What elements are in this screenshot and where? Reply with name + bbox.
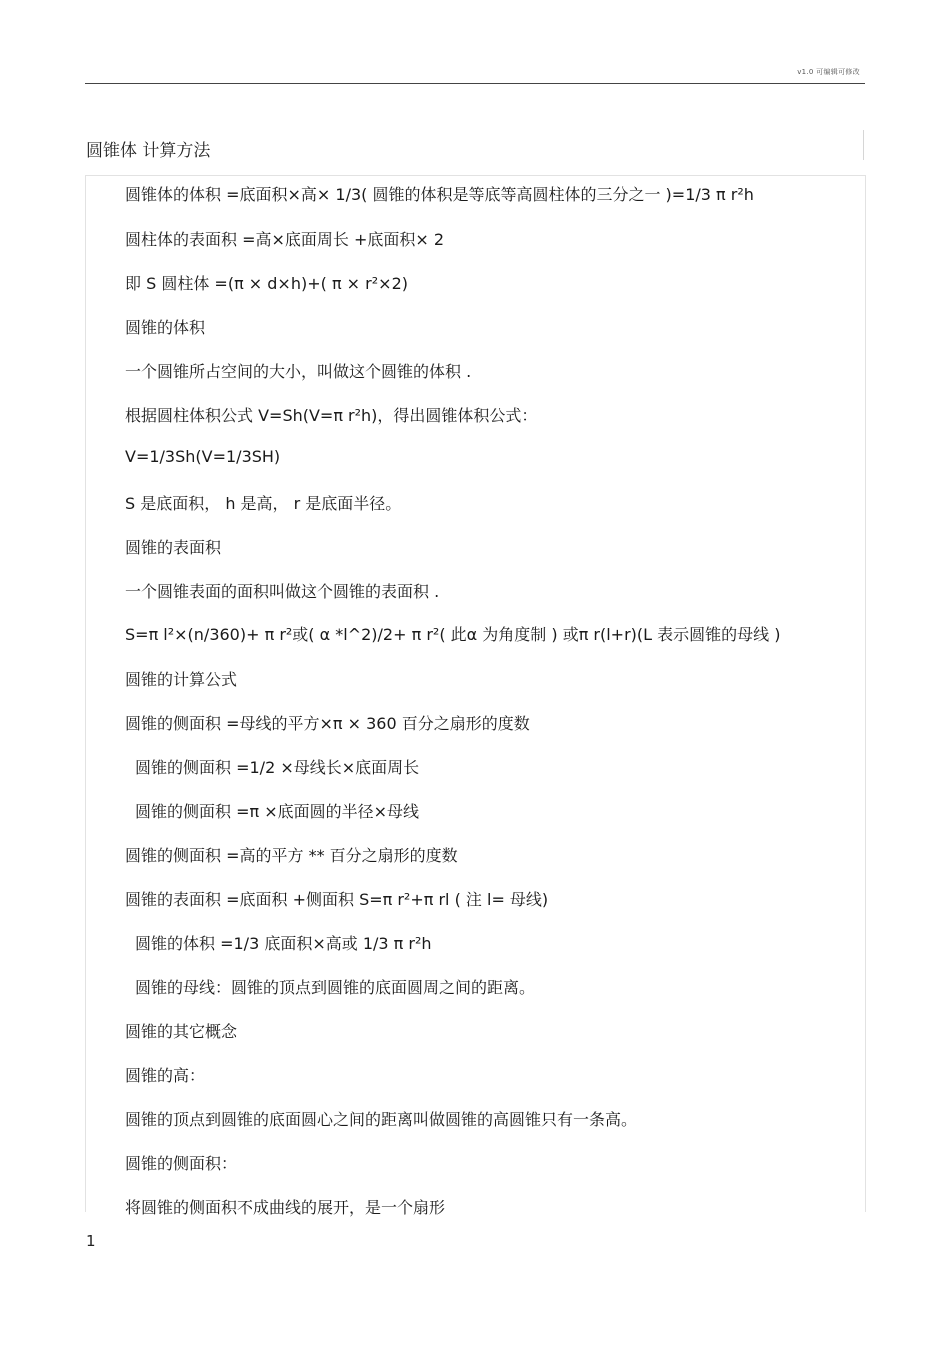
text-line: 一个圆锥所占空间的大小，叫做这个圆锥的体积 . xyxy=(125,362,472,381)
text-line: 圆柱体的表面积 =高×底面周长 +底面积× 2 xyxy=(125,230,445,249)
text-line: 即 S 圆柱体 =(π × d×h)+( π × r²×2) xyxy=(125,274,408,293)
text-line: 圆锥的顶点到圆锥的底面圆心之间的距离叫做圆锥的高圆锥只有一条高。 xyxy=(125,1110,638,1129)
text-line: S 是底面积， h 是高， r 是底面半径。 xyxy=(125,494,402,513)
header-version-tag: v1.0 可编辑可修改 xyxy=(797,68,860,76)
text-line: 圆锥的高： xyxy=(125,1066,206,1085)
text-line: V=1/3Sh(V=1/3SH) xyxy=(125,447,281,466)
text-line: 圆锥的母线：圆锥的顶点到圆锥的底面圆周之间的距离。 xyxy=(135,978,536,997)
text-line: 圆锥的其它概念 xyxy=(125,1022,238,1041)
text-line: 圆锥的侧面积 =1/2 ×母线长×底面周长 xyxy=(135,758,420,777)
text-line: 圆锥的体积 xyxy=(125,318,206,337)
text-line: 圆锥的表面积 =底面积 +侧面积 S=π r²+π rl ( 注 l= 母线) xyxy=(125,890,549,909)
text-line: S=π l²×(n/360)+ π r²或( α *l^2)/2+ π r²( 此α 为角度制 ) 或π r(l+r)(L 表示圆锥的母线 ) xyxy=(125,625,781,644)
text-line: 一个圆锥表面的面积叫做这个圆锥的表面积 . xyxy=(125,582,440,601)
page-number: 1 xyxy=(86,1232,96,1250)
text-line: 将圆锥的侧面积不成曲线的展开，是一个扇形 xyxy=(125,1198,446,1217)
page-title: 圆锥体 计算方法 xyxy=(86,141,211,161)
title-cell-border xyxy=(863,130,864,160)
text-line: 圆锥的体积 =1/3 底面积×高或 1/3 π r²h xyxy=(135,934,432,953)
text-line: 圆锥的侧面积： xyxy=(125,1154,238,1173)
text-line: 圆锥的侧面积 =高的平方 ** 百分之扇形的度数 xyxy=(125,846,458,865)
text-line: 圆锥的计算公式 xyxy=(125,670,238,689)
header-divider xyxy=(85,83,865,84)
text-line: 圆锥的表面积 xyxy=(125,538,222,557)
text-line: 圆锥体的体积 =底面积×高× 1/3( 圆锥的体积是等底等高圆柱体的三分之一 )=1/3 π r²h xyxy=(125,185,754,204)
text-line: 圆锥的侧面积 =母线的平方×π × 360 百分之扇形的度数 xyxy=(125,714,530,733)
text-line: 根据圆柱体积公式 V=Sh(V=π r²h)，得出圆锥体积公式： xyxy=(125,406,538,425)
text-line: 圆锥的侧面积 =π ×底面圆的半径×母线 xyxy=(135,802,420,821)
